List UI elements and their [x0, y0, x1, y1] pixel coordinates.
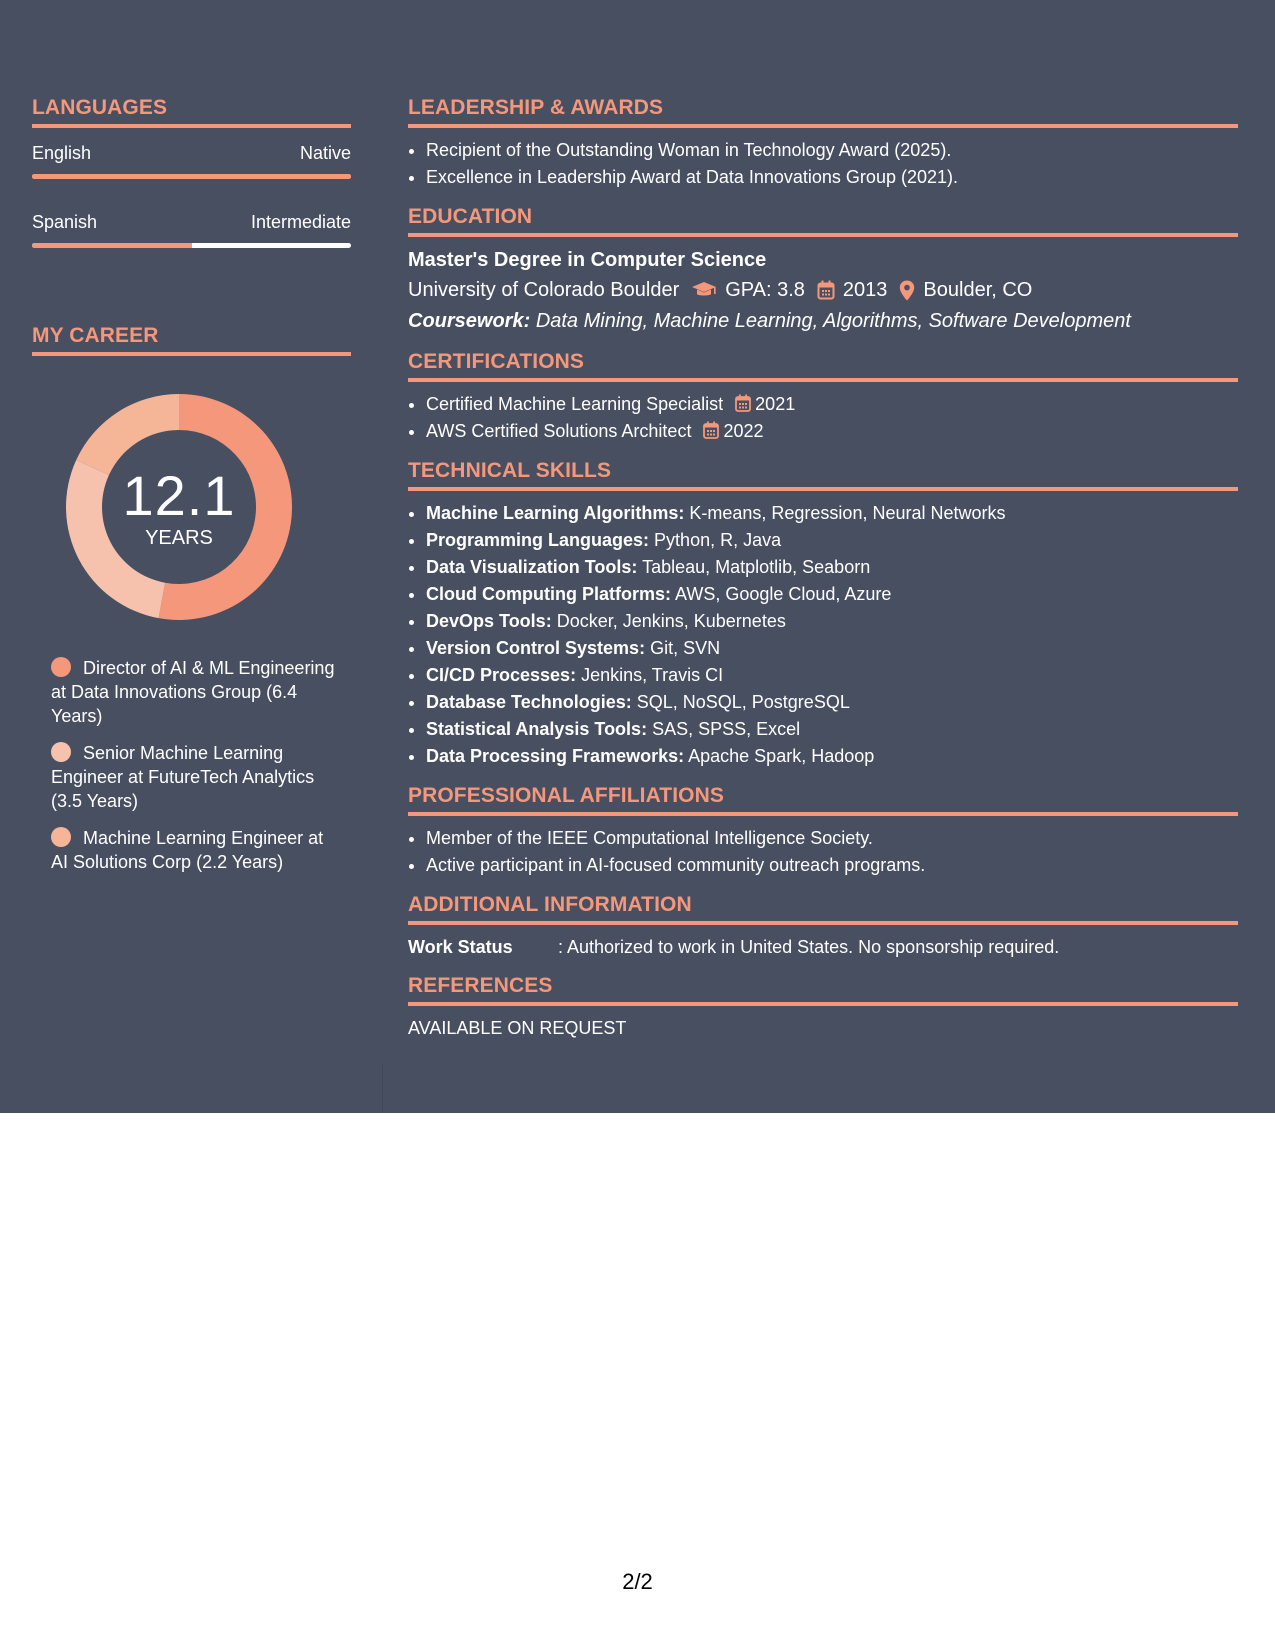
legend-dot-icon [51, 742, 71, 762]
skill-item [426, 689, 1238, 716]
career-role: Senior Machine Learning Engineer at FutureTech Analytics (3.5 Years) [51, 743, 315, 811]
location-pin-icon [899, 280, 915, 301]
affiliations-title: PROFESSIONAL AFFILIATIONS [408, 784, 1238, 816]
coursework-list: Data Mining, Machine Learning, Algorithms, Software Development [535, 310, 1131, 332]
skill-category: Statistical Analysis Tools: [426, 719, 648, 739]
skills-section [408, 459, 1238, 770]
language-name: English [32, 143, 92, 163]
list-item: • Active participant in AI-focused community outreach programs. [426, 852, 1238, 879]
skill-values: Jenkins, Travis CI [581, 665, 724, 685]
certifications-title: CERTIFICATIONS [408, 350, 1238, 382]
leadership-title: LEADERSHIP & AWARDS [408, 96, 1238, 128]
skill-values: Git, SVN [650, 638, 721, 658]
career-legend-item [51, 656, 341, 728]
skill-values: Tableau, Matplotlib, Seaborn [642, 557, 871, 577]
career-role: Machine Learning Engineer at AI Solutions Corp (2.2 Years) [51, 828, 324, 872]
page-number: 2/2 [622, 1569, 653, 1594]
skill-category: Cloud Computing Platforms: [426, 584, 671, 604]
skill-item [426, 635, 1238, 662]
coursework [408, 306, 1238, 336]
skill-category: Machine Learning Algorithms: [426, 503, 685, 523]
career-legend-item [51, 826, 341, 874]
left-column [32, 96, 351, 887]
certification-item [426, 418, 1238, 445]
list-item: • Member of the IEEE Computational Intelligence Society. [426, 825, 1238, 852]
career-years-unit: YEARS [145, 527, 213, 549]
references-title: REFERENCES [408, 974, 1238, 1006]
language-proficiency-bar [32, 243, 351, 248]
skill-item [426, 581, 1238, 608]
column-divider [382, 1065, 383, 1113]
certification-name: AWS Certified Solutions Architect [426, 421, 692, 441]
school-location: Boulder, CO [923, 279, 1033, 301]
career-role: Director of AI & ML Engineering at Data Innovations Group (6.4 Years) [51, 658, 335, 726]
languages-list [32, 142, 351, 248]
skill-category: Programming Languages: [426, 530, 650, 550]
list-item: • Recipient of the Outstanding Woman in Technology Award (2025). [426, 137, 1238, 164]
coursework-label: Coursework: [408, 310, 531, 332]
donut-center [66, 394, 292, 620]
leadership-section [408, 96, 1238, 191]
education-section [408, 205, 1238, 336]
calendar-icon [735, 394, 751, 412]
skill-values: Apache Spark, Hadoop [688, 746, 875, 766]
skill-values: SQL, NoSQL, PostgreSQL [636, 692, 850, 712]
language-level: Native [299, 143, 351, 163]
certifications-list [408, 391, 1238, 445]
right-column [408, 96, 1238, 1055]
graduation-year: 2013 [842, 279, 888, 301]
additional-title: ADDITIONAL INFORMATION [408, 893, 1238, 925]
references-section [408, 974, 1238, 1041]
skill-values: SAS, SPSS, Excel [652, 719, 801, 739]
career-title: MY CAREER [32, 324, 351, 356]
languages-title: LANGUAGES [32, 96, 351, 128]
skill-category: Data Visualization Tools: [426, 557, 638, 577]
language-proficiency-fill [32, 174, 351, 179]
language-proficiency-fill [32, 243, 192, 248]
work-status-value: : Authorized to work in United States. No sponsorship required. [558, 937, 1060, 957]
certification-year: 2021 [755, 394, 796, 414]
education-title: EDUCATION [408, 205, 1238, 237]
skill-item [426, 743, 1238, 770]
career-legend [51, 656, 341, 874]
certification-year: 2022 [723, 421, 764, 441]
skills-title: TECHNICAL SKILLS [408, 459, 1238, 491]
skill-values: AWS, Google Cloud, Azure [675, 584, 892, 604]
skill-category: CI/CD Processes: [426, 665, 577, 685]
work-status-label: Work Status [408, 937, 513, 957]
degree-name: Master's Degree in Computer Science [408, 249, 767, 271]
affiliations-section [408, 784, 1238, 879]
language-row [32, 211, 351, 233]
gpa: GPA: 3.8 [725, 279, 805, 301]
career-legend-item [51, 741, 341, 813]
skill-category: DevOps Tools: [426, 611, 552, 631]
legend-dot-icon [51, 827, 71, 847]
skills-list [408, 500, 1238, 770]
skill-item [426, 554, 1238, 581]
calendar-icon [703, 421, 719, 439]
certification-name: Certified Machine Learning Specialist [426, 394, 724, 414]
school-name: University of Colorado Boulder [408, 279, 680, 301]
skill-item [426, 527, 1238, 554]
language-level: Intermediate [250, 212, 351, 232]
language-proficiency-bar [32, 174, 351, 179]
skill-item [426, 608, 1238, 635]
skill-item [426, 662, 1238, 689]
certification-item [426, 391, 1238, 418]
additional-section [408, 893, 1238, 960]
affiliations-list [408, 825, 1238, 879]
legend-dot-icon [51, 657, 71, 677]
skill-values: Python, R, Java [654, 530, 782, 550]
list-item: • Excellence in Leadership Award at Data Innovations Group (2021). [426, 164, 1238, 191]
skill-category: Database Technologies: [426, 692, 632, 712]
calendar-icon [817, 280, 835, 300]
references-text: AVAILABLE ON REQUEST [408, 1018, 627, 1038]
work-status-row [408, 934, 1238, 960]
skill-item [426, 500, 1238, 527]
education-details [408, 274, 1238, 306]
language-row [32, 142, 351, 164]
graduation-cap-icon [691, 281, 717, 299]
language-name: Spanish [32, 212, 98, 232]
skill-values: K-means, Regression, Neural Networks [689, 503, 1006, 523]
career-donut-chart [66, 394, 292, 620]
skill-category: Data Processing Frameworks: [426, 746, 685, 766]
skill-values: Docker, Jenkins, Kubernetes [556, 611, 786, 631]
skill-item [426, 716, 1238, 743]
certifications-section [408, 350, 1238, 445]
skill-category: Version Control Systems: [426, 638, 646, 658]
leadership-list [408, 137, 1238, 191]
career-total-years: 12.1 [122, 464, 236, 527]
